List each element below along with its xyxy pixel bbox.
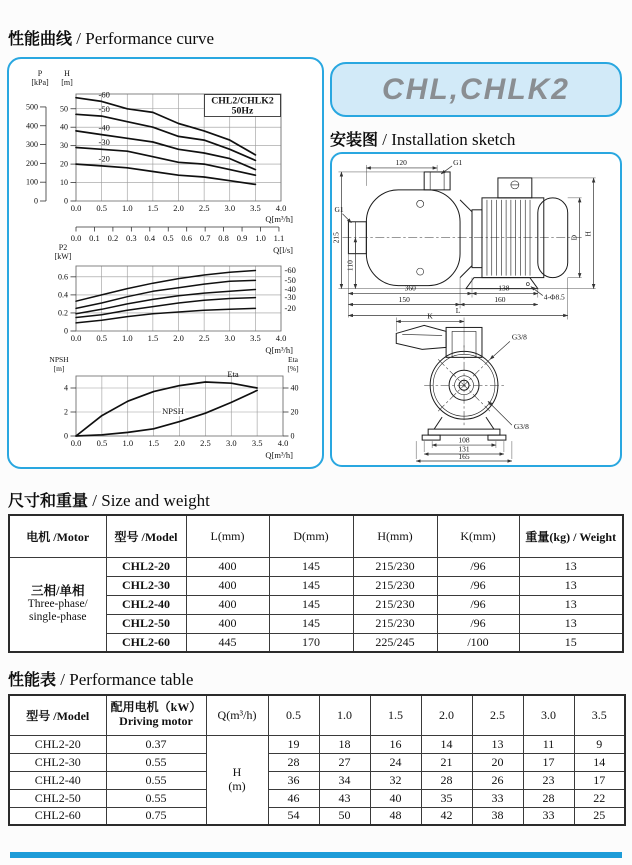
chart-text: -60 [98, 89, 110, 100]
column-header: 型号 /Model [9, 695, 106, 735]
chart-text: H [64, 69, 70, 78]
header-line: 配用电机（kW） [110, 700, 202, 715]
head-value-cell: 54 [268, 807, 319, 825]
dim-label-h: H [583, 231, 593, 237]
port-label-g38-bottom: G3/8 [513, 422, 529, 432]
head-value-cell: 36 [268, 771, 319, 789]
head-value-cell: 40 [370, 789, 421, 807]
chart-text: 0 [34, 196, 38, 206]
heading-zh: 尺寸和重量 [8, 493, 89, 510]
head-value-cell: 42 [421, 807, 472, 825]
chart-text: [kPa] [31, 78, 49, 87]
chart-text: 1.5 [148, 438, 159, 448]
section-heading-performance-curve [8, 26, 214, 49]
table-cell: 145 [269, 614, 353, 633]
chart-text: 2.0 [173, 333, 184, 343]
product-series-title-box [330, 62, 622, 117]
head-value-cell: 13 [472, 735, 523, 753]
flow-value-header: 0.5 [268, 695, 319, 735]
pump-front-view [396, 311, 529, 461]
motor-group-cell [9, 557, 106, 652]
chart-text: 0.3 [126, 233, 137, 243]
flow-value-header: 3.0 [523, 695, 574, 735]
head-value-cell: 33 [472, 789, 523, 807]
chart-text: 4.0 [275, 333, 287, 343]
motor-power-cell: 0.55 [106, 753, 206, 771]
table-cell: 145 [269, 557, 353, 576]
head-value-cell: 11 [523, 735, 574, 753]
chart-text: 3.0 [224, 203, 236, 213]
chart-text: 0 [64, 196, 68, 206]
head-value-cell: 18 [319, 735, 370, 753]
chart-text: 500 [26, 102, 38, 112]
chart-text: 0.5 [162, 233, 174, 243]
table-cell: 13 [519, 576, 623, 595]
heading-en: / Performance curve [72, 29, 215, 48]
column-header: D(mm) [269, 515, 353, 557]
chart-text: [kW] [54, 252, 72, 261]
motor-power-cell: 0.55 [106, 771, 206, 789]
column-header: 型号 /Model [106, 515, 186, 557]
chart-text: 0 [64, 431, 68, 441]
motor-power-cell: 0.75 [106, 807, 206, 825]
table-cell: 13 [519, 557, 623, 576]
head-unit-line: (m) [228, 778, 246, 793]
chart-curve [76, 308, 255, 323]
dim-label-165: 165 [458, 452, 470, 462]
chart-text: 1.0 [121, 333, 133, 343]
head-value-cell: 28 [523, 789, 574, 807]
port-label-g1-left: G1 [334, 204, 344, 214]
chart-text: 3.5 [251, 438, 263, 448]
heading-zh: 性能表 [8, 672, 57, 689]
table-cell: /96 [437, 614, 519, 633]
model-cell: CHL2-40 [9, 771, 106, 789]
chart-text: [m] [53, 364, 65, 373]
column-header: 重量(kg) / Weight [519, 515, 623, 557]
dim-label-l: L [455, 305, 461, 315]
chart-text: -40 [98, 122, 110, 133]
flow-value-header: 2.0 [421, 695, 472, 735]
motor-power-cell: 0.37 [106, 735, 206, 753]
chart-text: 50 [60, 104, 68, 114]
chart-text: 0.5 [96, 203, 107, 213]
chart-text: 0.4 [144, 233, 156, 243]
chart-text: 20 [290, 407, 299, 417]
table-cell: /96 [437, 595, 519, 614]
chart-text: 4 [64, 383, 68, 393]
chart-text: 3.5 [250, 203, 261, 213]
chart-text: 300 [26, 140, 38, 150]
head-value-cell: 17 [523, 753, 574, 771]
chart-text: 20 [60, 159, 68, 169]
head-value-cell: 34 [319, 771, 370, 789]
head-value-cell: 27 [319, 753, 370, 771]
installation-sketch-panel [330, 152, 622, 467]
table-cell: 215/230 [353, 595, 437, 614]
dim-label-160: 160 [494, 295, 506, 305]
performance-curves-panel [7, 57, 324, 469]
chart-text: P2 [58, 243, 68, 252]
section-heading-performance-table [8, 667, 193, 690]
installation-sketch-drawing [332, 154, 620, 465]
model-cell: CHL2-50 [106, 614, 186, 633]
head-value-cell: 16 [370, 735, 421, 753]
model-cell: CHL2-20 [106, 557, 186, 576]
head-value-cell: 50 [319, 807, 370, 825]
chart-text: 400 [26, 121, 38, 131]
chart-text: Eta [227, 369, 239, 379]
head-value-cell: 46 [268, 789, 319, 807]
chart-text: P [37, 69, 43, 78]
table-cell: 15 [519, 633, 623, 652]
chart-text: 0.6 [58, 272, 68, 282]
head-value-cell: 23 [523, 771, 574, 789]
head-value-cell: 48 [370, 807, 421, 825]
table-cell: 225/245 [353, 633, 437, 652]
chart-curve [76, 298, 255, 318]
head-value-cell: 22 [574, 789, 625, 807]
section-heading-size-weight [8, 488, 210, 511]
port-label-g1-top: G1 [453, 157, 463, 167]
chart-text: 0.0 [70, 333, 82, 343]
chart-text: 3.0 [224, 333, 236, 343]
driving-motor-header [106, 695, 206, 735]
motor-power-cell: 0.55 [106, 789, 206, 807]
motor-group-line: single-phase [29, 611, 87, 624]
chart-text: 0.7 [199, 233, 211, 243]
table-cell: /96 [437, 557, 519, 576]
head-value-cell: 33 [523, 807, 574, 825]
model-cell: CHL2-50 [9, 789, 106, 807]
chart-text: 3.0 [225, 438, 237, 448]
model-cell: CHL2-20 [9, 735, 106, 753]
footer-accent-bar [10, 852, 622, 858]
chart-text: 0 [290, 431, 295, 441]
chart-text: 50Hz [231, 105, 254, 117]
heading-zh: 性能曲线 [8, 31, 73, 48]
dim-label-131: 131 [458, 444, 470, 454]
table-cell: 400 [186, 557, 269, 576]
dim-label-110: 110 [345, 260, 355, 272]
head-value-cell: 43 [319, 789, 370, 807]
chart-text: NPSH [49, 355, 69, 364]
motor-group-line: 三相/单相 [31, 583, 85, 598]
head-value-cell: 9 [574, 735, 625, 753]
column-header: L(mm) [186, 515, 269, 557]
table-cell: 215/230 [353, 557, 437, 576]
dim-label-bolt-holes: 4-Φ8.5 [543, 292, 565, 302]
chart-text: 30 [60, 141, 68, 151]
head-value-cell: 32 [370, 771, 421, 789]
heading-zh: 安装图 [330, 132, 379, 149]
head-value-cell: 28 [421, 771, 472, 789]
chart-text: 0.5 [96, 333, 107, 343]
flow-value-header: 3.5 [574, 695, 625, 735]
head-value-cell: 20 [472, 753, 523, 771]
chart-text: 2.5 [200, 438, 211, 448]
model-cell: CHL2-30 [9, 753, 106, 771]
column-header: H(mm) [353, 515, 437, 557]
chart-text: -30 [284, 292, 296, 303]
head-value-cell: 26 [472, 771, 523, 789]
dim-label-d: D [569, 235, 579, 241]
pump-side-view [332, 158, 596, 320]
header-line: Driving motor [119, 714, 193, 729]
column-header: K(mm) [437, 515, 519, 557]
head-value-cell: 24 [370, 753, 421, 771]
dim-label-120: 120 [395, 157, 407, 167]
table-cell: /100 [437, 633, 519, 652]
chart-text: NPSH [162, 406, 184, 416]
chart-text: -30 [98, 137, 110, 148]
performance-curves-chart [9, 59, 322, 467]
head-value-cell: 21 [421, 753, 472, 771]
chart-text: Q[l/s] [273, 245, 293, 255]
chart-text: 100 [26, 177, 38, 187]
head-value-cell: 14 [574, 753, 625, 771]
table-cell: 170 [269, 633, 353, 652]
table-cell: 400 [186, 595, 269, 614]
chart-text: 4.0 [275, 203, 287, 213]
chart-text: 0.2 [58, 308, 68, 318]
table-cell: /96 [437, 576, 519, 595]
dim-label-108: 108 [458, 435, 470, 445]
model-cell: CHL2-30 [106, 576, 186, 595]
chart-text: Eta [288, 355, 298, 364]
head-value-cell: 17 [574, 771, 625, 789]
chart-curve [76, 164, 255, 184]
section-heading-installation [330, 127, 515, 150]
chart-text: 1.0 [255, 233, 266, 243]
chart-text: 0.0 [70, 438, 82, 448]
table-cell: 215/230 [353, 614, 437, 633]
chart-text: -20 [284, 302, 296, 313]
flow-header: Q(m³/h) [206, 695, 268, 735]
chart-text: 200 [26, 158, 38, 168]
chart-text: [%] [287, 364, 299, 373]
chart-text: 2 [64, 407, 68, 417]
table-cell: 13 [519, 595, 623, 614]
chart-curve [76, 271, 255, 302]
chart-text: 3.5 [250, 333, 261, 343]
dim-label-138: 138 [498, 283, 510, 293]
dim-label-k: K [427, 311, 433, 321]
size-weight-table [8, 514, 624, 653]
chart-text: 0.5 [96, 438, 108, 448]
chart-text: 0.6 [181, 233, 193, 243]
motor-group-line: Three-phase/ [27, 598, 88, 611]
chart-text: 1.5 [147, 203, 159, 213]
chart-text: Q[m³/h] [265, 450, 293, 460]
chart-text: Q[m³/h] [265, 345, 293, 355]
chart-text: 2.5 [198, 203, 210, 213]
table-cell: 145 [269, 576, 353, 595]
model-cell: CHL2-60 [106, 633, 186, 652]
chart-text: [m] [61, 78, 73, 87]
head-unit-line: H [232, 764, 242, 779]
flow-value-header: 2.5 [472, 695, 523, 735]
chart-text: -50 [98, 104, 110, 115]
dim-label-360: 360 [404, 283, 416, 293]
dim-label-150: 150 [398, 295, 410, 305]
chart-text: 1.5 [147, 333, 159, 343]
model-cell: CHL2-60 [9, 807, 106, 825]
head-unit-cell [206, 735, 268, 825]
head-value-cell: 38 [472, 807, 523, 825]
chart-text: 1.0 [121, 203, 133, 213]
chart-text: CHL2/CHLK2 [211, 95, 274, 107]
table-cell: 215/230 [353, 576, 437, 595]
table-cell: 13 [519, 614, 623, 633]
chart-text: 10 [60, 178, 68, 188]
head-value-cell: 25 [574, 807, 625, 825]
product-series-title: CHL,CHLK2 [382, 72, 570, 106]
port-label-g38-top: G3/8 [511, 332, 527, 342]
performance-table [8, 694, 626, 826]
chart-text: 1.1 [273, 233, 285, 243]
chart-text: -40 [284, 283, 296, 294]
heading-en: / Size and weight [88, 491, 210, 510]
chart-text: 0.4 [58, 290, 68, 300]
table-cell: 145 [269, 595, 353, 614]
dim-label-215: 215 [332, 232, 341, 244]
chart-text: -20 [98, 153, 110, 164]
flow-value-header: 1.0 [319, 695, 370, 735]
chart-text: 2.0 [173, 203, 184, 213]
chart-text: 0.8 [218, 233, 229, 243]
chart-text: -60 [284, 265, 296, 276]
chart-text: -50 [284, 274, 296, 285]
chart-text: 40 [60, 122, 68, 132]
head-value-cell: 35 [421, 789, 472, 807]
chart-text: 0.0 [70, 233, 82, 243]
chart-text: 0 [64, 326, 68, 336]
table-cell: 445 [186, 633, 269, 652]
head-value-cell: 19 [268, 735, 319, 753]
table-cell: 400 [186, 614, 269, 633]
chart-text: 0.0 [70, 203, 82, 213]
heading-en: / Installation sketch [378, 130, 516, 149]
chart-text: 0.2 [107, 233, 119, 243]
heading-en: / Performance table [56, 670, 194, 689]
chart-curve [76, 290, 255, 314]
chart-text: 0.1 [89, 233, 100, 243]
chart-text: 0.9 [236, 233, 248, 243]
head-value-cell: 14 [421, 735, 472, 753]
chart-text: 2.5 [198, 333, 210, 343]
chart-text: 1.0 [122, 438, 134, 448]
chart-text: 4.0 [277, 438, 289, 448]
column-header: 电机 /Motor [9, 515, 106, 557]
chart-text: Q[m³/h] [265, 214, 293, 224]
head-value-cell: 28 [268, 753, 319, 771]
chart-text: 40 [290, 383, 299, 393]
model-cell: CHL2-40 [106, 595, 186, 614]
table-cell: 400 [186, 576, 269, 595]
chart-text: 2.0 [174, 438, 185, 448]
flow-value-header: 1.5 [370, 695, 421, 735]
